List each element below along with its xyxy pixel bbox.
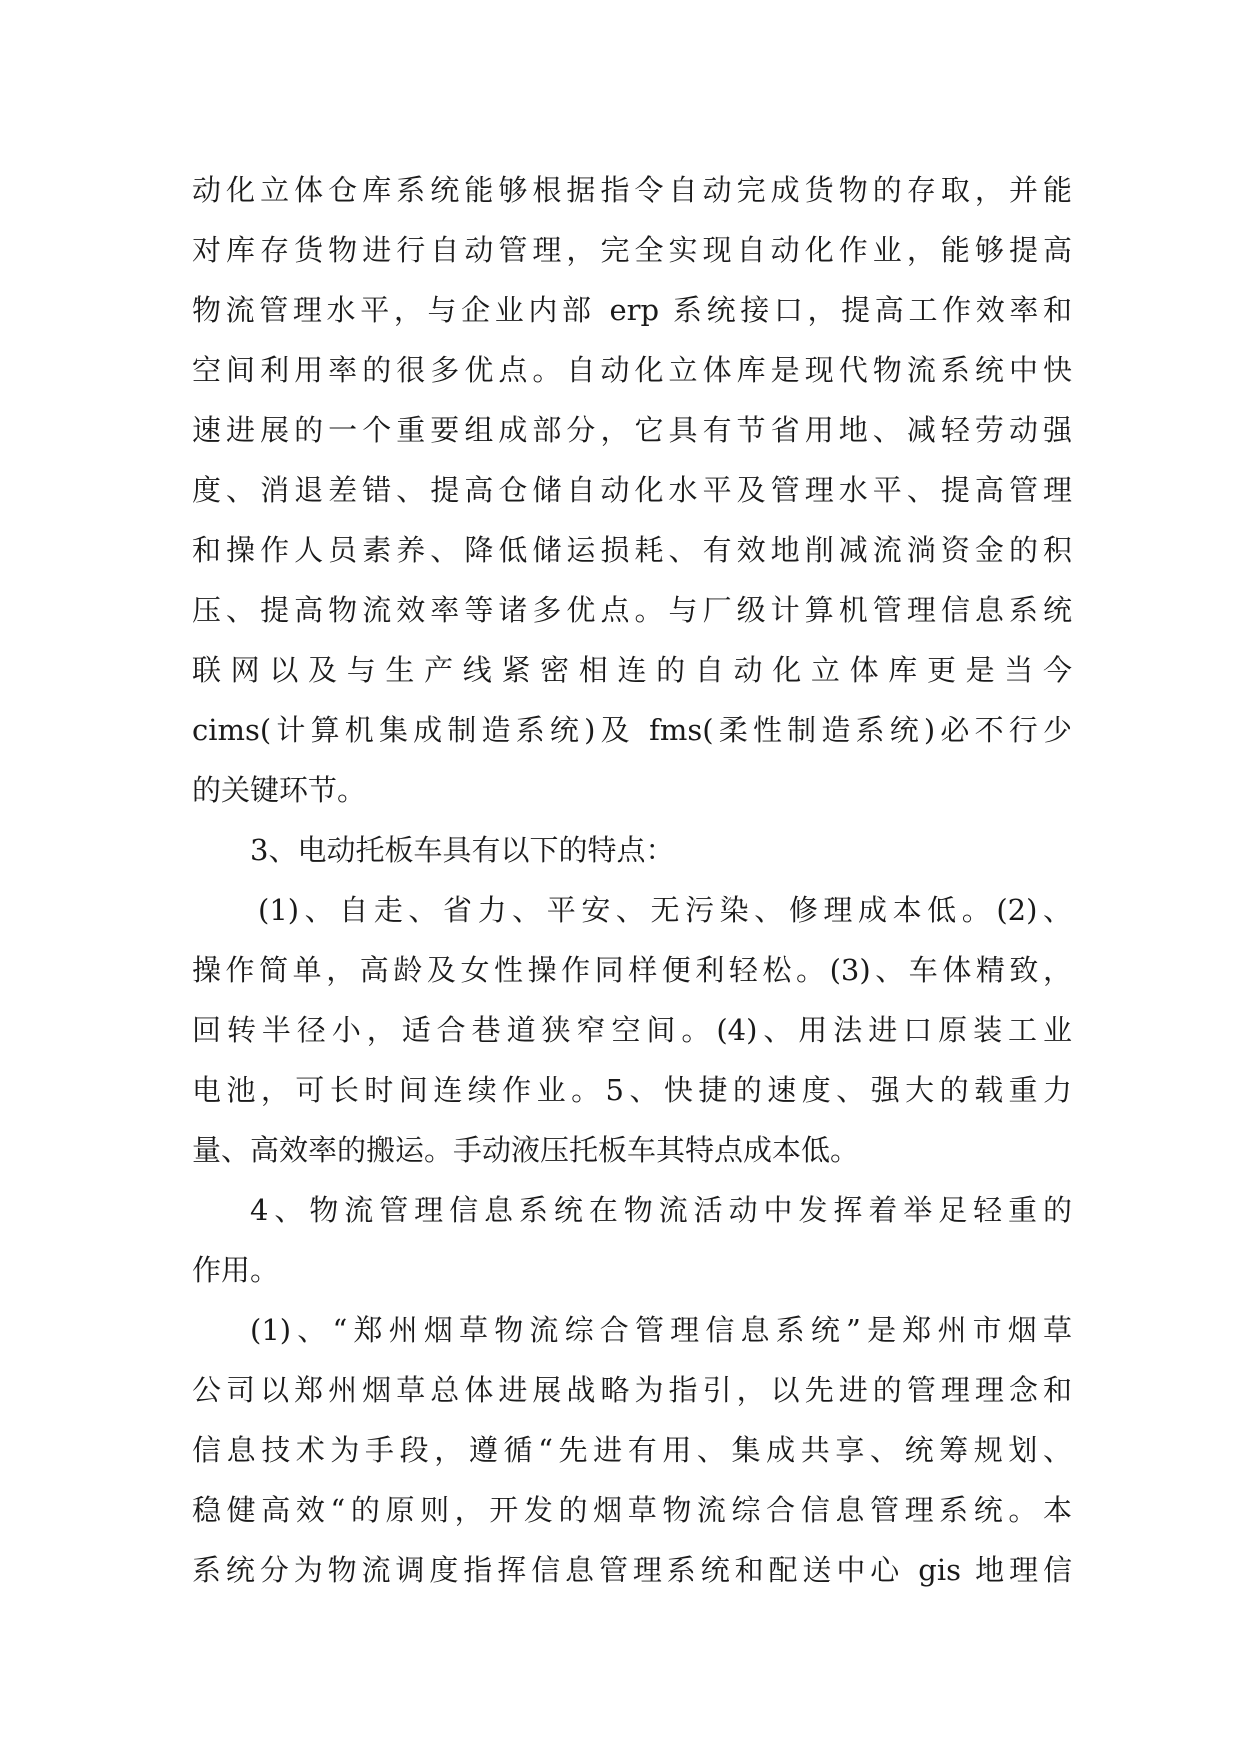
text-line: 动化立体仓库系统能够根据指令自动完成货物的存取，并能 bbox=[192, 173, 1072, 207]
text-line: 空间利用率的很多优点。自动化立体库是现代物流系统中快 bbox=[192, 353, 1072, 387]
text-line: 系统分为物流调度指挥信息管理系统和配送中心 gis 地理信 bbox=[192, 1553, 1072, 1587]
text-line: 信息技术为手段，遵循“先进有用、集成共享、统筹规划、 bbox=[192, 1433, 1072, 1467]
text-line: (1)、“郑州烟草物流综合管理信息系统”是郑州市烟草 bbox=[250, 1313, 1072, 1347]
text-line: 对库存货物进行自动管理，完全实现自动化作业，能够提高 bbox=[192, 233, 1072, 267]
body-text bbox=[192, 160, 1072, 1600]
text-line: 联网以及与生产线紧密相连的自动化立体库更是当今 bbox=[192, 653, 1072, 687]
text-line: 电池，可长时间连续作业。5、快捷的速度、强大的载重力 bbox=[192, 1073, 1072, 1107]
text-line: (1)、自走、省力、平安、无污染、修理成本低。(2)、 bbox=[258, 893, 1072, 927]
text-line: 操作简单，高龄及女性操作同样便利轻松。(3)、车体精致， bbox=[192, 953, 1072, 987]
text-line: 回转半径小，适合巷道狭窄空间。(4)、用法进口原装工业 bbox=[192, 1013, 1072, 1047]
text-line: 的关键环节。 bbox=[192, 773, 367, 807]
text-line: 速进展的一个重要组成部分，它具有节省用地、减轻劳动强 bbox=[192, 413, 1072, 447]
text-line: 物流管理水平，与企业内部 erp 系统接口，提高工作效率和 bbox=[192, 293, 1072, 327]
text-line: 度、消退差错、提高仓储自动化水平及管理水平、提高管理 bbox=[192, 473, 1072, 507]
text-line: 稳健高效“的原则，开发的烟草物流综合信息管理系统。本 bbox=[192, 1493, 1072, 1527]
text-line: 和操作人员素养、降低储运损耗、有效地削减流淌资金的积 bbox=[192, 533, 1072, 567]
text-line: 公司以郑州烟草总体进展战略为指引，以先进的管理理念和 bbox=[192, 1373, 1072, 1407]
text-line: 量、高效率的搬运。手动液压托板车其特点成本低。 bbox=[192, 1133, 860, 1167]
text-line: 压、提高物流效率等诸多优点。与厂级计算机管理信息系统 bbox=[192, 593, 1072, 627]
text-line: cims(计算机集成制造系统)及 fms(柔性制造系统)必不行少 bbox=[192, 713, 1072, 747]
text-line: 作用。 bbox=[192, 1253, 280, 1287]
section-heading: 3、电动托板车具有以下的特点： bbox=[250, 833, 675, 867]
section-heading: 4、物流管理信息系统在物流活动中发挥着举足轻重的 bbox=[250, 1193, 1072, 1227]
